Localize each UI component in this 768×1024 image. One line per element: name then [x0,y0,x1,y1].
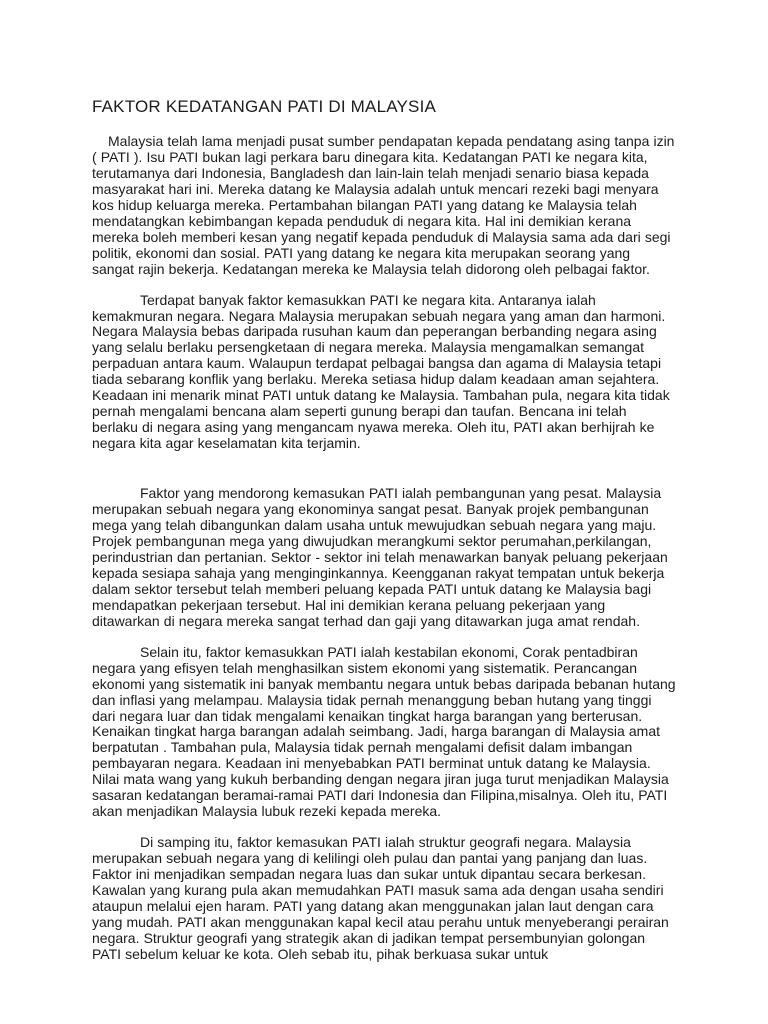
document-title: FAKTOR KEDATANGAN PATI DI MALAYSIA [92,97,437,116]
document-page [92,96,676,963]
paragraph-economy: Selain itu, faktor kemasukkan PATI ialah kestabilan ekonomi, Corak pentadbiran negara yang efisyen telah menghasilkan sistem ekonomi yang sistematik. Perancangan ekonomi yang sistematik ini banyak membantu negara untuk bebas daripada bebanan hutang dan inflasi yang melampau. Malaysia tidak pernah menanggung beban hutang yang tinggi dari negara luar dan tidak mengalami kenaikan tingkat harga barangan yang berterusan. Kenaikan tingkat harga barangan adalah seimbang. Jadi, harga barangan di Malaysia amat berpatutan . Tambahan pula, Malaysia tidak pernah mengalami defisit dalam imbangan pembayaran negara. Keadaan ini menyebabkan PATI berminat untuk datang ke Malaysia. Nilai mata wang yang kukuh berbanding dengan negara jiran juga turut menjadikan Malaysia sasaran kedatangan beramai-ramai PATI dari Indonesia dan Filipina,misalnya. Oleh itu, PATI akan menjadikan Malaysia lubuk rezeki kepada mereka. [92,643,676,820]
paragraph-intro: Malaysia telah lama menjadi pusat sumber pendapatan kepada pendatang asing tanpa izin ( PATI ). Isu PATI bukan lagi perkara baru dinegara kita. Kedatangan PATI ke negara kita, terutamanya dari Indonesia, Bangladesh dan lain-lain telah menjadi senario biasa kepada masyarakat hari ini. Mereka datang ke Malaysia adalah untuk mencari rezeki bagi menyara kos hidup keluarga mereka. Pertambahan bilangan PATI yang datang ke Malaysia telah mendatangkan kebimbangan kepada penduduk di negara kita. Hal ini demikian kerana mereka boleh memberi kesan yang negatif kepada penduduk di Malaysia sama ada dari segi politik, ekonomi dan sosial. PATI yang datang ke negara kita merupakan seorang yang sangat rajin bekerja. Kedatangan mereka ke Malaysia telah didorong oleh pelbagai faktor. [92,133,675,277]
paragraph-geography: Di samping itu, faktor kemasukan PATI ialah struktur geografi negara. Malaysia merupakan sebuah negara yang di kelilingi oleh pulau dan pantai yang panjang dan luas. Faktor ini menjadikan sempadan negara luas dan sukar untuk dipantau secara berkesan. Kawalan yang kurang pula akan memudahkan PATI masuk sama ada dengan usaha sendiri ataupun melalui ejen haram. PATI yang datang akan menggunakan jalan laut dengan cara yang mudah. PATI akan menggunakan kapal kecil atau perahu untuk menyeberangi perairan negara. Struktur geografi yang strategik akan di jadikan tempat persembunyian golongan PATI sebelum keluar ke kota. Oleh sebab itu, pihak berkuasa sukar untuk [92,834,669,962]
paragraph-prosperity: Terdapat banyak faktor kemasukkan PATI ke negara kita. Antaranya ialah kemakmuran negara. Negara Malaysia merupakan sebuah negara yang aman dan harmoni. Negara Malaysia bebas daripada rusuhan kaum dan peperangan berbanding negara asing yang selalu berlaku persengketaan di negara mereka. Malaysia mengamalkan semangat perpaduan antara kaum. Walaupun terdapat pelbagai bangsa dan agama di Malaysia tetapi tiada sebarang konflik yang berlaku. Mereka setiasa hidup dalam keadaan aman sejahtera. Keadaan ini menarik minat PATI untuk datang ke Malaysia. Tambahan pula, negara kita tidak pernah mengalami bencana alam seperti gunung berapi dan taufan. Bencana ini telah berlaku di negara asing yang mengancam nyawa mereka. Oleh itu, PATI akan berhijrah ke negara kita agar keselamatan kita terjamin. [92,291,670,452]
paragraph-development: Faktor yang mendorong kemasukan PATI ialah pembangunan yang pesat. Malaysia merupakan sebuah negara yang ekonominya sangat pesat. Banyak projek pembangunan mega yang telah dibangunkan dalam usaha untuk mewujudkan sebuah negara yang maju. Projek pembangunan mega yang diwujudkan merangkumi sektor perumahan,perkilangan, perindustrian dan pertanian. Sektor - sektor ini telah menawarkan banyak peluang pekerjaan kepada sesiapa sahaja yang menginginkannya. Keengganan rakyat tempatan untuk bekerja dalam sektor tersebut telah memberi peluang kepada PATI untuk datang ke Malaysia bagi mendapatkan pekerjaan tersebut. Hal ini demikian kerana peluang pekerjaan yang ditawarkan di negara mereka sangat terhad dan gaji yang ditawarkan juga amat rendah. [92,485,668,629]
